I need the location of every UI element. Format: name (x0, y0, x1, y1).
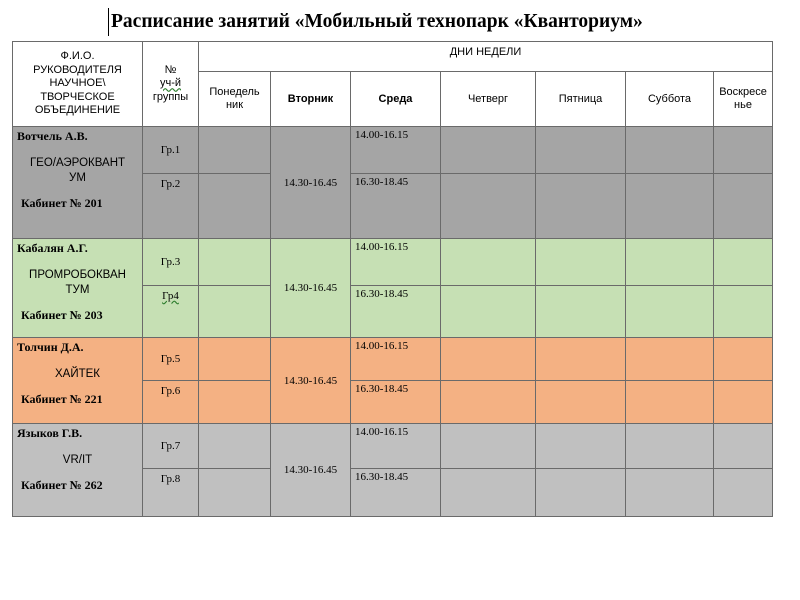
wednesday-cell: 14.00-16.15 (351, 338, 441, 381)
group-cell: Гр.5 (143, 338, 199, 381)
saturday-cell (626, 286, 714, 338)
friday-cell (536, 239, 626, 286)
sunday-cell (714, 286, 773, 338)
saturday-cell (626, 469, 714, 517)
thursday-cell (441, 338, 536, 381)
friday-cell (536, 174, 626, 239)
friday-cell (536, 424, 626, 469)
thursday-cell (441, 424, 536, 469)
tuesday-cell: 14.30-16.45 (271, 338, 351, 424)
monday-cell (199, 286, 271, 338)
wednesday-cell: 16.30-18.45 (351, 174, 441, 239)
sunday-cell (714, 127, 773, 174)
group-cell: Гр.2 (143, 174, 199, 239)
saturday-cell (626, 127, 714, 174)
thursday-cell (441, 469, 536, 517)
day-saturday: Суббота (626, 72, 714, 127)
leader-cell: Вотчель А.В. ГЕО/АЭРОКВАНТ УМ Кабинет № 201 (13, 127, 143, 239)
saturday-cell (626, 338, 714, 381)
friday-cell (536, 127, 626, 174)
group-cell: Гр.3 (143, 239, 199, 286)
group-cell: Гр.6 (143, 381, 199, 424)
table-row (13, 239, 773, 286)
day-monday: Понедель ник (199, 72, 271, 127)
sunday-cell (714, 381, 773, 424)
thursday-cell (441, 381, 536, 424)
tuesday-cell: 14.30-16.45 (271, 127, 351, 239)
group-cell: Гр.1 (143, 127, 199, 174)
wednesday-cell: 16.30-18.45 (351, 381, 441, 424)
tuesday-cell: 14.30-16.45 (271, 424, 351, 517)
tuesday-cell: 14.30-16.45 (271, 239, 351, 338)
sunday-cell (714, 338, 773, 381)
table-row (13, 127, 773, 174)
leader-cell: Языков Г.В. VR/IT Кабинет № 262 (13, 424, 143, 517)
leader-cell: Кабалян А.Г. ПРОМРОБОКВАН ТУМ Кабинет № 203 (13, 239, 143, 338)
wednesday-cell: 16.30-18.45 (351, 469, 441, 517)
saturday-cell (626, 424, 714, 469)
saturday-cell (626, 174, 714, 239)
thursday-cell (441, 127, 536, 174)
leader-cell: Толчин Д.А. ХАЙТЕК Кабинет № 221 (13, 338, 143, 424)
monday-cell (199, 127, 271, 174)
friday-cell (536, 338, 626, 381)
friday-cell (536, 469, 626, 517)
monday-cell (199, 469, 271, 517)
group-cell: Гр.7 (143, 424, 199, 469)
monday-cell (199, 338, 271, 381)
day-wednesday: Среда (351, 72, 441, 127)
schedule-table (12, 41, 773, 517)
sunday-cell (714, 239, 773, 286)
thursday-cell (441, 239, 536, 286)
friday-cell (536, 381, 626, 424)
saturday-cell (626, 239, 714, 286)
day-tuesday: Вторник (271, 72, 351, 127)
table-row (13, 424, 773, 469)
wednesday-cell: 16.30-18.45 (351, 286, 441, 338)
day-friday: Пятница (536, 72, 626, 127)
friday-cell (536, 286, 626, 338)
group-cell: Гр.8 (143, 469, 199, 517)
wednesday-cell: 14.00-16.15 (351, 239, 441, 286)
wednesday-cell: 14.00-16.15 (351, 127, 441, 174)
thursday-cell (441, 286, 536, 338)
sunday-cell (714, 469, 773, 517)
monday-cell (199, 381, 271, 424)
saturday-cell (626, 381, 714, 424)
table-row (13, 338, 773, 381)
monday-cell (199, 174, 271, 239)
sunday-cell (714, 174, 773, 239)
sunday-cell (714, 424, 773, 469)
monday-cell (199, 424, 271, 469)
page-title: Расписание занятий «Мобильный технопарк «Кванториум» (108, 8, 643, 36)
group-cell: Гр4 (143, 286, 199, 338)
header-days: ДНИ НЕДЕЛИ (199, 42, 773, 72)
day-sunday: Воскресе нье (714, 72, 773, 127)
header-leader: Ф.И.О. РУКОВОДИТЕЛЯ НАУЧНОЕ\ ТВОРЧЕСКОЕ ОБЪЕДИНЕНИЕ (13, 42, 143, 127)
day-thursday: Четверг (441, 72, 536, 127)
wednesday-cell: 14.00-16.15 (351, 424, 441, 469)
thursday-cell (441, 174, 536, 239)
header-group: № уч-й группы (143, 42, 199, 127)
monday-cell (199, 239, 271, 286)
